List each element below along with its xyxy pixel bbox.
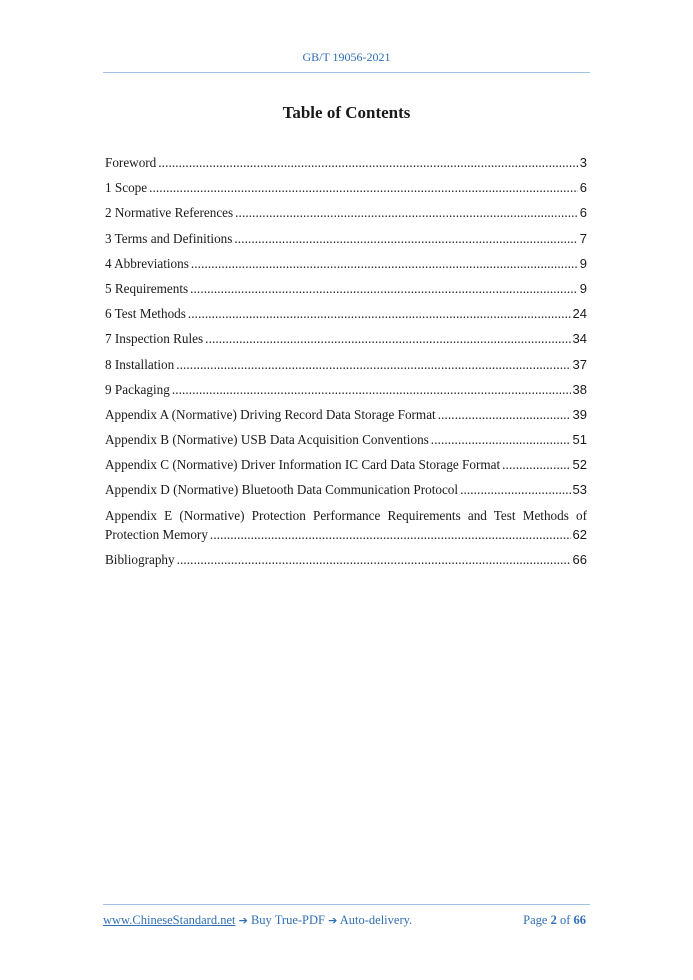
toc-leader-dots <box>234 231 577 247</box>
current-page-number: 2 <box>550 913 557 927</box>
toc-leader-dots <box>191 256 578 272</box>
toc-leader-dots <box>172 382 571 398</box>
page-word: Page <box>523 913 548 927</box>
toc-entry-label: Bibliography <box>105 551 175 567</box>
toc-entry-appendix-a[interactable] <box>105 407 587 432</box>
toc-entry-label: Foreword <box>105 155 157 170</box>
total-pages-number: 66 <box>573 913 586 927</box>
toc-entry-label: 1 Scope <box>105 180 148 196</box>
toc-entry-scope[interactable] <box>105 180 587 205</box>
toc-entry-label: 6 Test Methods <box>105 306 186 322</box>
document-code-header: GB/T 19056-2021 <box>302 50 391 64</box>
toc-leader-dots <box>210 527 571 543</box>
toc-entry-page: 9 <box>579 255 587 271</box>
toc-leader-dots <box>177 552 571 568</box>
toc-entry-page: 51 <box>572 432 587 448</box>
toc-entry-label: 8 Installation <box>105 356 175 372</box>
toc-entry-inspection-rules[interactable] <box>105 331 587 356</box>
toc-entry-label: 7 Inspection Rules <box>105 331 204 347</box>
right-arrow-icon: ➔ <box>238 914 248 927</box>
page-title: Table of Contents <box>282 103 411 122</box>
toc-entry-label: Appendix C (Normative) Driver Information IC Card Data Storage Format <box>105 457 501 473</box>
toc-leader-dots <box>176 357 570 373</box>
page-indicator <box>523 913 586 928</box>
toc-entry-test-methods[interactable] <box>105 306 587 331</box>
toc-entry-page: 39 <box>572 406 587 422</box>
toc-entry-page: 66 <box>572 551 587 567</box>
toc-leader-dots <box>460 482 570 498</box>
toc-entry-appendix-b[interactable] <box>105 432 587 457</box>
toc-leader-dots <box>158 155 577 171</box>
header-divider <box>103 72 590 73</box>
toc-entry-page: 34 <box>572 331 587 347</box>
toc-entry-page: 37 <box>572 356 587 372</box>
toc-entry-page: 52 <box>572 457 587 473</box>
toc-entry-appendix-c[interactable] <box>105 457 587 482</box>
toc-entry-page: 3 <box>579 155 587 170</box>
of-word: of <box>559 913 571 927</box>
delivery-text: Auto-delivery. <box>339 913 413 927</box>
toc-entry-label: Appendix A (Normative) Driving Record Data Storage Format <box>105 406 436 422</box>
toc-entry-line2 <box>105 527 587 552</box>
toc-leader-dots <box>502 457 570 473</box>
toc-entry-page: 7 <box>579 230 587 246</box>
toc-entry-normative-references[interactable] <box>105 205 587 230</box>
toc-entry-label: Appendix B (Normative) USB Data Acquisition Conventions <box>105 432 429 448</box>
site-link[interactable]: www.ChineseStandard.net <box>103 913 236 927</box>
toc-leader-dots <box>149 180 578 196</box>
toc-entry-label: 5 Requirements <box>105 280 189 296</box>
toc-entry-foreword[interactable] <box>105 155 587 180</box>
toc-leader-dots <box>235 205 578 221</box>
right-arrow-icon: ➔ <box>328 914 338 927</box>
toc-entry-label: 4 Abbreviations <box>105 255 189 271</box>
buy-text: Buy True-PDF <box>250 913 325 927</box>
toc-entry-label: Appendix D (Normative) Bluetooth Data Communication Protocol <box>105 482 459 498</box>
table-of-contents <box>105 155 587 577</box>
toc-entry-label: 2 Normative References <box>105 205 234 221</box>
toc-entry-abbreviations[interactable] <box>105 256 587 281</box>
toc-entry-packaging[interactable] <box>105 382 587 407</box>
toc-leader-dots <box>190 281 578 297</box>
toc-entry-page: 53 <box>572 482 587 498</box>
toc-entry-page: 62 <box>572 526 587 542</box>
toc-entry-label-line1: Appendix E (Normative) Protection Performance Requirements and Test Methods of <box>105 507 587 523</box>
toc-leader-dots <box>188 306 571 322</box>
toc-entry-label-line2: Protection Memory <box>105 526 208 542</box>
toc-leader-dots <box>431 432 571 448</box>
toc-entry-bibliography[interactable] <box>105 552 587 577</box>
toc-leader-dots <box>438 407 571 423</box>
toc-entry-page: 38 <box>572 381 587 397</box>
toc-entry-appendix-e[interactable] <box>105 508 587 552</box>
toc-entry-page: 9 <box>579 280 587 296</box>
toc-entry-requirements[interactable] <box>105 281 587 306</box>
toc-leader-dots <box>205 331 570 347</box>
toc-entry-page: 6 <box>579 180 587 196</box>
toc-entry-label: 3 Terms and Definitions <box>105 230 233 246</box>
toc-entry-installation[interactable] <box>105 357 587 382</box>
toc-entry-label: 9 Packaging <box>105 381 170 397</box>
toc-entry-terms-definitions[interactable] <box>105 231 587 256</box>
footer-promo <box>103 913 412 928</box>
toc-entry-appendix-d[interactable] <box>105 482 587 507</box>
footer-divider <box>103 904 590 905</box>
toc-entry-page: 24 <box>572 306 587 322</box>
toc-entry-page: 6 <box>579 205 587 221</box>
